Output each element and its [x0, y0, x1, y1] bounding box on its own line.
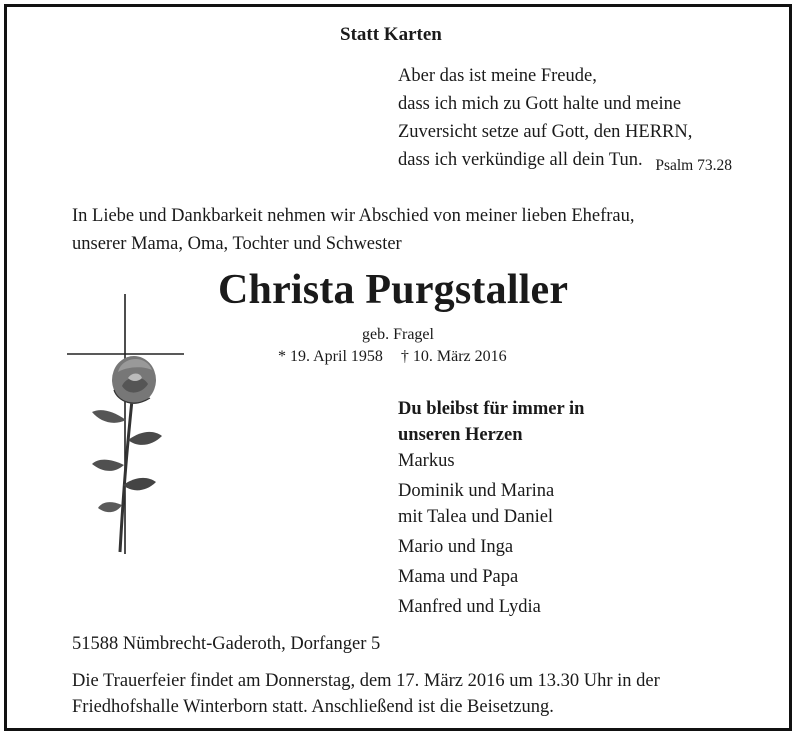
mourner-line: Dominik und Marina [398, 481, 555, 501]
mourner-entry [398, 534, 554, 560]
intro-text [72, 202, 635, 258]
mourner-entry [398, 594, 554, 620]
mourner-entry [398, 448, 554, 474]
mourner-entry [398, 564, 554, 590]
motto [398, 396, 584, 448]
motto-line: unseren Herzen [398, 425, 523, 445]
address: 51588 Nümbrecht-Gaderoth, Dorfanger 5 [72, 634, 381, 654]
life-dates [278, 348, 507, 366]
death-date: † 10. März 2016 [400, 348, 507, 365]
mourner-line: Markus [398, 451, 455, 471]
mourner-line: Mario und Inga [398, 537, 514, 557]
motto-line: Du bleibst für immer in [398, 399, 585, 419]
cross-with-rose-icon [62, 290, 192, 560]
bible-verse [398, 62, 692, 174]
intro-line: unserer Mama, Oma, Tochter und Schwester [72, 234, 402, 254]
verse-reference: Psalm 73.28 [655, 157, 732, 174]
mourner-entry [398, 478, 554, 530]
intro-line: In Liebe und Dankbarkeit nehmen wir Abschied von meiner lieben Ehefrau, [72, 206, 635, 226]
mourner-line: Manfred und Lydia [398, 597, 541, 617]
verse-line: Aber das ist meine Freude, [398, 66, 597, 86]
verse-line: dass ich mich zu Gott halte und meine [398, 94, 682, 114]
service-info [72, 668, 660, 720]
mourner-line: mit Talea und Daniel [398, 507, 554, 527]
deceased-name: Christa Purgstaller [218, 267, 569, 313]
heading: Statt Karten [340, 24, 442, 45]
verse-line: dass ich verkündige all dein Tun. [398, 150, 643, 170]
service-line: Friedhofshalle Winterborn statt. Anschließend ist die Beisetzung. [72, 697, 554, 717]
verse-line: Zuversicht setze auf Gott, den HERRN, [398, 122, 693, 142]
mourners-list [398, 448, 554, 624]
mourner-line: Mama und Papa [398, 567, 519, 587]
maiden-name: geb. Fragel [362, 326, 434, 343]
service-line: Die Trauerfeier findet am Donnerstag, dem 17. März 2016 um 13.30 Uhr in der [72, 671, 660, 691]
birth-date: * 19. April 1958 [278, 348, 383, 365]
